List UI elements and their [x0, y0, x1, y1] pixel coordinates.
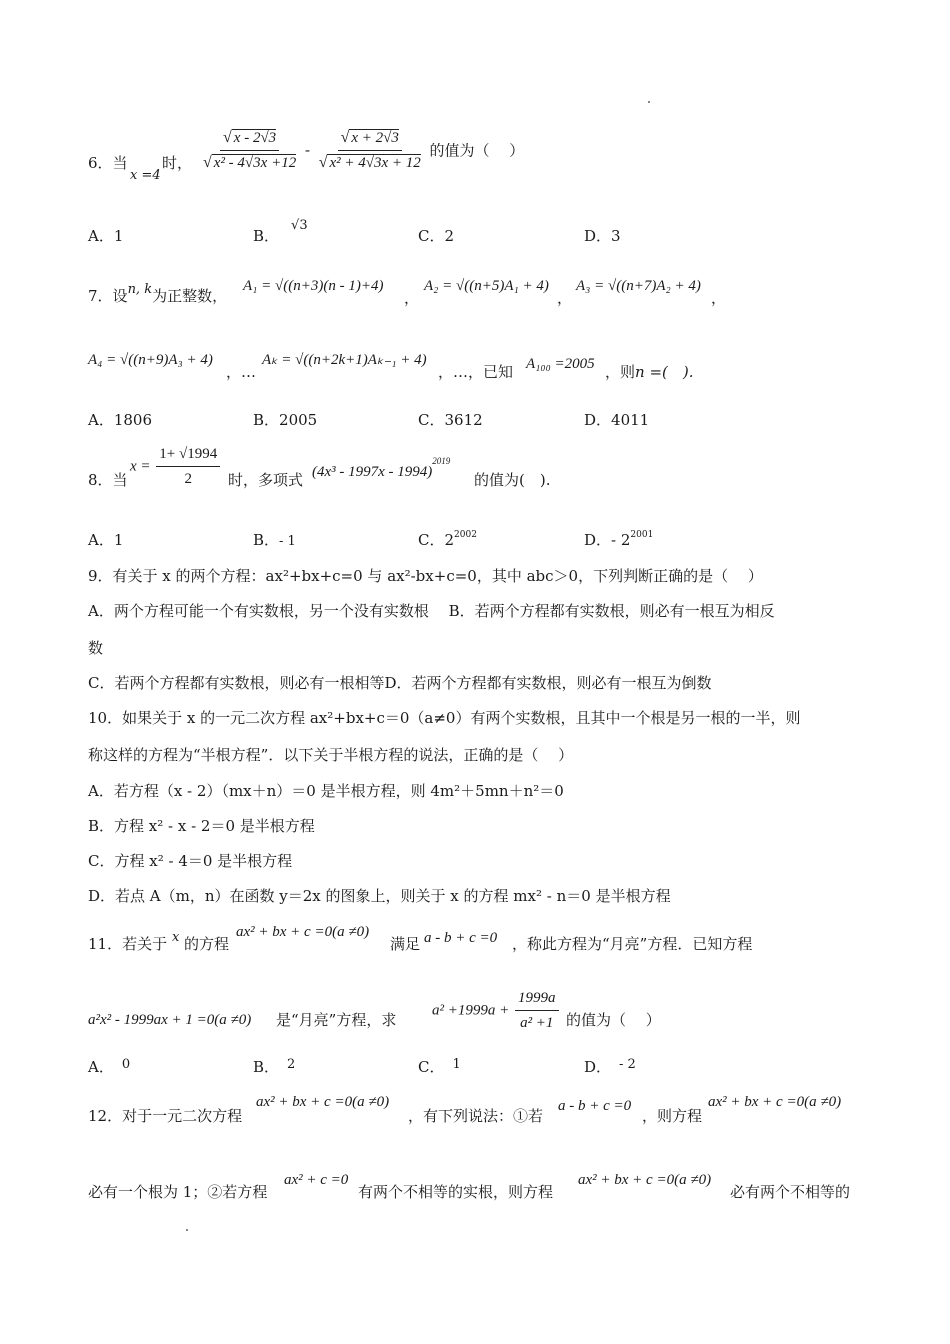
q6-lead: 当 — [112, 154, 128, 172]
q11-mid3: 是“月亮”方程，求 — [276, 1011, 397, 1029]
decor-dot — [186, 1229, 188, 1231]
q7-option-a[interactable] — [88, 410, 152, 430]
q12-equation-4: ax² + bx + c =0(a ≠0) — [578, 1172, 712, 1188]
option-value: 2 — [287, 1057, 296, 1072]
q6-shi: 时， — [162, 154, 193, 172]
q8-number: 8． — [88, 471, 113, 489]
option-label: A． — [88, 227, 114, 245]
q12-lead — [88, 1106, 242, 1126]
q6-frac2-num-text: x + 2√3 — [351, 130, 399, 146]
q12-line2c: 必有两个不相等的 — [730, 1183, 851, 1201]
q11-tail1: ，称此方程为“月亮”方程．已知方程 — [512, 935, 753, 953]
q8-frac-num: 1+ √1994 — [156, 444, 220, 467]
q7-vars: n, k — [127, 282, 153, 297]
q8-option-c[interactable] — [418, 530, 477, 553]
option-label: C． — [418, 227, 445, 245]
q7-option-c[interactable] — [418, 410, 483, 430]
q7-comma3: ， — [711, 289, 727, 307]
q12-mid2: ，则方程 — [642, 1107, 703, 1125]
q10-stem-line1: 10．如果关于 x 的一元二次方程 ax²+bx+c＝0（a≠0）有两个实数根，且其中一个根是另一根的一半，则 — [88, 709, 801, 727]
q6-option-a[interactable] — [88, 226, 123, 246]
q7-mid: 为正整数， — [152, 287, 228, 305]
option-value: √3 — [291, 218, 308, 233]
q6-option-c[interactable] — [418, 226, 454, 246]
q12-lead-text: 对于一元二次方程 — [122, 1107, 243, 1125]
q11-expr-text: a² +1999a + — [432, 1002, 510, 1019]
option-label: D． — [584, 411, 612, 429]
q11-option-d[interactable] — [584, 1057, 636, 1079]
q6-option-b[interactable] — [253, 218, 308, 248]
q8-frac-den: 2 — [184, 471, 192, 487]
q11-tail2: 的值为（ ） — [566, 1011, 661, 1029]
q7-a2: A₂ = √((n+5)A₁ + 4) — [424, 278, 549, 294]
q6-fraction-1 — [200, 128, 299, 173]
q8-option-a[interactable] — [88, 530, 123, 550]
q7-ak: Aₖ = √((n+2k+1)Aₖ₋₁ + 4) — [262, 352, 427, 368]
option-value: - 2 — [619, 1057, 636, 1072]
q10-option-a[interactable]: A．若方程（x - 2）（mx＋n）＝0 是半根方程，则 4m²＋5mn＋n²＝0 — [88, 782, 564, 800]
q9-options-ab[interactable]: A．两个方程可能一个有实数根，另一个没有实数根 B．若两个方程都有实数根，则必有一根互为相反 — [88, 602, 775, 620]
decor-dot — [648, 101, 650, 103]
q9-stem: 9．有关于 x 的两个方程：ax²+bx+c=0 与 ax²-bx+c=0，其中 abc＞0，下列判断正确的是（ ） — [88, 567, 763, 585]
q7-comma1: ， — [404, 289, 420, 307]
option-label: D． — [584, 531, 612, 549]
option-label: C． — [418, 411, 445, 429]
option-label: A． — [88, 411, 114, 429]
q11-option-c[interactable] — [418, 1057, 461, 1079]
q6-frac1-num-text: x - 2√3 — [233, 130, 277, 146]
q11-fraction — [515, 988, 559, 1033]
q11-frac-num: 1999a — [515, 988, 559, 1011]
q11-mid1: 的方程 — [184, 935, 230, 953]
q7-ellipsis2: ，…，已知 — [438, 363, 514, 381]
q8-x-value — [130, 444, 222, 489]
q8-polynomial — [312, 456, 451, 483]
option-label: A． — [88, 531, 114, 549]
option-value: 1 — [113, 531, 124, 549]
q8-fraction — [156, 444, 220, 489]
q10-option-c[interactable]: C．方程 x² - 4＝0 是半根方程 — [88, 852, 293, 870]
option-label: B． — [253, 411, 280, 429]
q7-known: A₁₀₀ =2005 — [526, 356, 595, 372]
option-sup: 2002 — [454, 530, 477, 540]
q7-a3: A₃ = √((n+7)A₂ + 4) — [576, 278, 701, 294]
q8-poly-text: (4x³ - 1997x - 1994) — [312, 464, 433, 480]
q8-x-eq: x = — [130, 458, 151, 475]
option-value: 4011 — [611, 411, 650, 429]
q12-condition: a - b + c =0 — [558, 1098, 632, 1114]
q8-lead-text: 当 — [112, 471, 128, 489]
option-label: B． — [253, 227, 280, 245]
q11-equation: ax² + bx + c =0(a ≠0) — [236, 924, 370, 940]
q6-number: 6． — [88, 154, 113, 172]
q7-lead: 设 — [112, 287, 128, 305]
q7-option-d[interactable] — [584, 410, 649, 430]
q7-comma2: ， — [557, 289, 573, 307]
option-sup: 2001 — [630, 530, 654, 540]
q7-a4: A₄ = √((n+9)A₃ + 4) — [88, 352, 213, 368]
q10-option-d[interactable]: D．若点 A（m，n）在函数 y＝2x 的图象上，则关于 x 的方程 mx² - n＝0 是半根方程 — [88, 887, 671, 905]
q6-frac1-num: √ x - 2√3 — [220, 128, 279, 151]
q7-then-text: ，则 — [605, 363, 636, 381]
option-value: 2 — [444, 531, 455, 549]
q6-frac1-den-text: x² - 4√3x +12 — [213, 155, 297, 171]
q9-options-cd[interactable]: C．若两个方程都有实数根，则必有一根相等D．若两个方程都有实数根，则必有一根互为倒数 — [88, 674, 712, 692]
option-label: B． — [253, 1058, 280, 1076]
option-label: C． — [418, 1058, 445, 1076]
q11-frac-den: a² +1 — [520, 1015, 554, 1031]
q11-option-b[interactable] — [253, 1057, 296, 1079]
q7-ask: n =( ). — [635, 363, 694, 381]
q6-expression — [198, 128, 524, 173]
option-label: C． — [418, 531, 445, 549]
q12-equation-b: ax² + bx + c =0(a ≠0) — [708, 1094, 842, 1110]
q6-option-d[interactable] — [584, 226, 621, 246]
q12-equation: ax² + bx + c =0(a ≠0) — [256, 1094, 390, 1110]
q11-lead-text: 若关于 — [122, 935, 168, 953]
q12-line2b: 有两个不相等的实根，则方程 — [358, 1183, 554, 1201]
q7-option-b[interactable] — [253, 410, 317, 430]
q11-number: 11． — [88, 935, 123, 953]
q6-fraction-2 — [316, 128, 424, 173]
q12-number: 12． — [88, 1107, 123, 1125]
q11-lead — [88, 934, 167, 954]
q8-mid: 时，多项式 — [228, 471, 304, 489]
q6-frac2-den-text: x² + 4√3x + 12 — [329, 155, 421, 171]
option-value: 3 — [611, 227, 621, 245]
q11-x: x — [172, 930, 180, 945]
q11-expression — [432, 988, 561, 1033]
q10-stem-line2: 称这样的方程为“半根方程”．以下关于半根方程的说法，正确的是（ ） — [88, 746, 574, 764]
option-value: - 2 — [611, 531, 631, 549]
option-label: A． — [88, 1058, 114, 1076]
q8-tail: 的值为( ). — [474, 471, 551, 489]
q12-mid1: ，有下列说法：①若 — [408, 1107, 544, 1125]
q11-option-a[interactable] — [88, 1057, 131, 1079]
q12-equation-3: ax² + c =0 — [284, 1172, 349, 1188]
q6-frac2-num: √ x + 2√3 — [338, 128, 402, 151]
q7-ellipsis1: ，… — [226, 363, 257, 381]
q6-tail: 的值为（ ） — [429, 141, 525, 160]
q11-mid2: 满足 — [390, 935, 421, 953]
q8-exponent: 2019 — [432, 456, 451, 466]
q6-frac2-den: √ x² + 4√3x + 12 — [318, 154, 421, 171]
option-label: D． — [584, 1058, 612, 1076]
option-value: 1 — [452, 1057, 461, 1072]
option-value: 2005 — [279, 411, 318, 429]
q7-number: 7． — [88, 287, 113, 305]
q11-condition: a - b + c =0 — [424, 930, 498, 946]
q9-options-ab-wrap: 数 — [88, 639, 104, 657]
option-value: - 1 — [279, 534, 296, 549]
q7-then — [605, 362, 694, 382]
q10-option-b[interactable]: B．方程 x² - x - 2＝0 是半根方程 — [88, 817, 315, 835]
option-value: 2 — [444, 227, 455, 245]
option-value: 0 — [121, 1057, 131, 1072]
q8-lead — [88, 470, 128, 490]
option-value: 1806 — [113, 411, 153, 429]
q7-stem — [88, 282, 228, 308]
q8-option-d[interactable] — [584, 530, 653, 553]
q7-a1: A₁ = √((n+3)(n - 1)+4) — [243, 278, 384, 294]
q6-frac1-den: √ x² - 4√3x +12 — [203, 154, 297, 171]
option-value: 1 — [113, 227, 124, 245]
q6-condition: x =4 — [130, 168, 161, 183]
option-label: B． — [253, 531, 280, 549]
q6-stem — [88, 153, 128, 173]
q6-minus: - — [304, 142, 310, 159]
option-label: D． — [584, 227, 612, 245]
q12-line2a: 必有一个根为 1；②若方程 — [88, 1183, 268, 1201]
q8-option-b[interactable] — [253, 530, 296, 552]
q11-equation-2: a²x² - 1999ax + 1 =0(a ≠0) — [88, 1012, 252, 1028]
option-value: 3612 — [444, 411, 483, 429]
